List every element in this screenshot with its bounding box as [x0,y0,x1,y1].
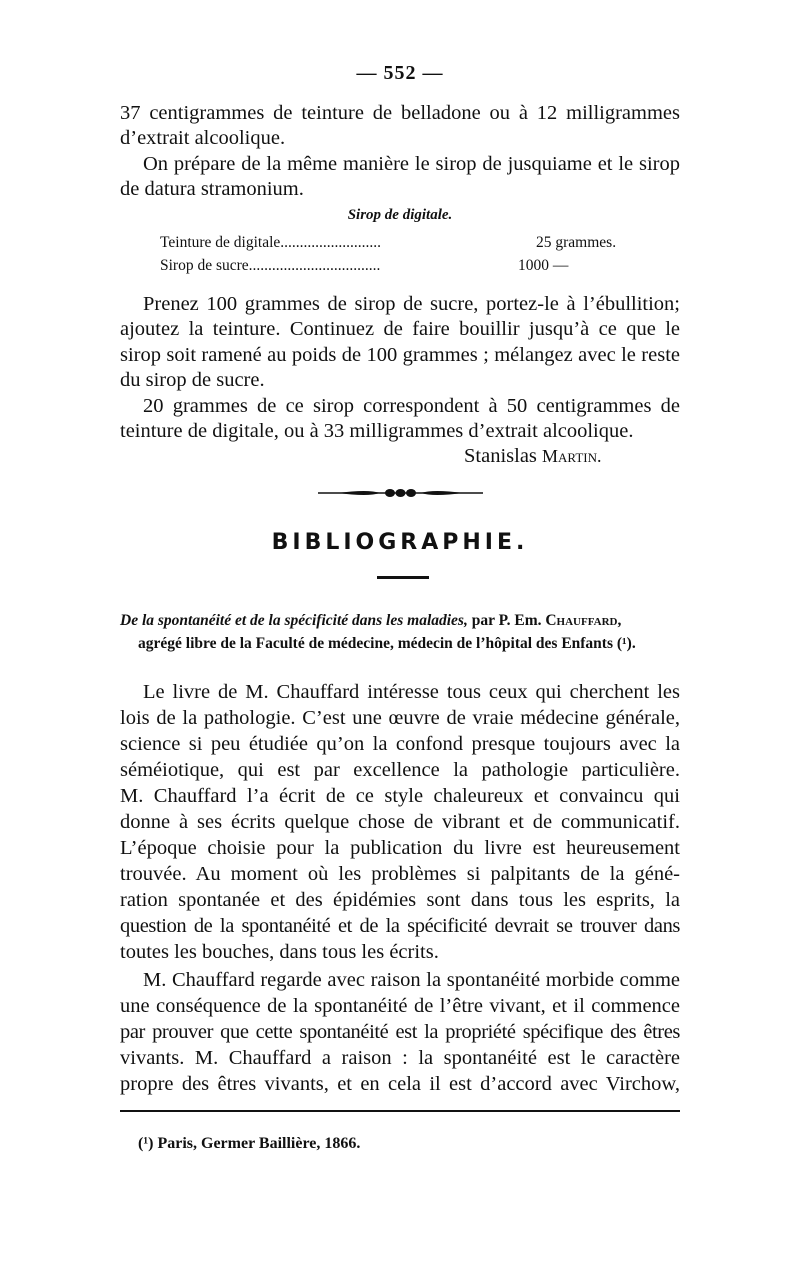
para3-line2: ajoutez la teinture. Continuez de faire bouillir jusqu’à ce que le [120,318,680,340]
body1-line10: question de la spontanéité et de la spécificité devrait se trouver dans [120,915,680,937]
body2-line5: propre des êtres vivants, et en cela il est d’accord avec Virchow, [120,1073,680,1095]
book-author: Chauffard, [545,612,622,629]
signature-last-name: Martin. [542,446,602,466]
recipe-row-1-dots: .......................... [280,234,382,251]
book-by: par P. Em. [467,612,546,629]
recipe-row-1-name: Teinture de digitale [160,234,281,251]
body1-line3: science si peu étudiée qu’on la confond presque toujours avec la [120,733,680,755]
para2-line1: On prépare de la même manière le sirop de jusquiame et le sirop [143,153,680,175]
signature [464,443,601,469]
book-reference-line2: agrégé libre de la Faculté de médecine, médecin de l’hôpital des Enfants (¹). [138,635,636,652]
body2-line1: M. Chauffard regarde avec raison la spontanéité morbide comme [143,969,680,991]
para1-line1: 37 centigrammes de teinture de belladone ou à 12 milligrammes [120,102,680,124]
book-title: De la spontanéité et de la spécificité dans les maladies, [120,612,468,629]
para3-line1: Prenez 100 grammes de sirop de sucre, portez-le à l’ébullition; [143,293,680,315]
body1-line1: Le livre de M. Chauffard intéresse tous ceux qui cherchent les [143,681,680,703]
recipe-row-1 [160,234,381,252]
recipe-row-2-dots: .................................. [248,257,381,274]
recipe-row-2 [160,257,380,275]
para4-line1: 20 grammes de ce sirop correspondent à 50 centigrammes de [143,395,680,417]
body1-line2: lois de la pathologie. C’est une œuvre de vraie médecine générale, [120,707,680,729]
recipe-row-2-qty: 1000 — [518,257,569,274]
para2-line2: de datura stramonium. [120,178,304,200]
signature-first-name: Stanislas [464,445,537,467]
footnote-rule [120,1110,680,1112]
body1-line6: donne à ses écrits quelque chose de vibrant et de communicatif. [120,811,680,833]
recipe-title: Sirop de digitale. [347,207,453,223]
body1-line4: séméiotique, qui est par excellence la pathologie particulière. [120,759,680,781]
body2-line3: par prouver que cette spontanéité est la propriété spécifique des êtres [120,1021,680,1043]
body1-line5: M. Chauffard l’a écrit de ce style chaleureux et convaincu qui [120,785,680,807]
recipe-row-1-qty: 25 grammes. [536,234,617,251]
body2-line2: une conséquence de la spontanéité de l’être vivant, et il commence [120,995,680,1017]
body1-line11: toutes les bouches, dans tous les écrits. [120,941,439,963]
ornament-divider [318,487,483,499]
page-number: — 552 — [356,62,444,84]
body1-line8: trouvée. Au moment où les problèmes si palpitants de la géné- [120,863,680,885]
section-heading: BIBLIOGRAPHIE. [271,530,529,555]
para3-line4: du sirop de sucre. [120,369,265,391]
body1-line9: ration spontanée et des épidémies sont dans tous les esprits, la [120,889,680,911]
recipe-row-2-name: Sirop de sucre [160,257,249,274]
para3-line3: sirop soit ramené au poids de 100 grammes ; mélangez avec le reste [120,344,680,366]
para1-line2: d’extrait alcoolique. [120,127,286,149]
footnote: (¹) Paris, Germer Baillière, 1866. [138,1135,361,1152]
book-reference-line1 [120,612,621,630]
heading-rule [377,576,429,579]
body2-line4: vivants. M. Chauffard a raison : la spontanéité est le caractère [120,1047,680,1069]
para4-line2: teinture de digitale, ou à 33 milligrammes d’extrait alcoolique. [120,420,634,442]
body1-line7: L’époque choisie pour la publication du livre est heureusement [120,837,680,859]
